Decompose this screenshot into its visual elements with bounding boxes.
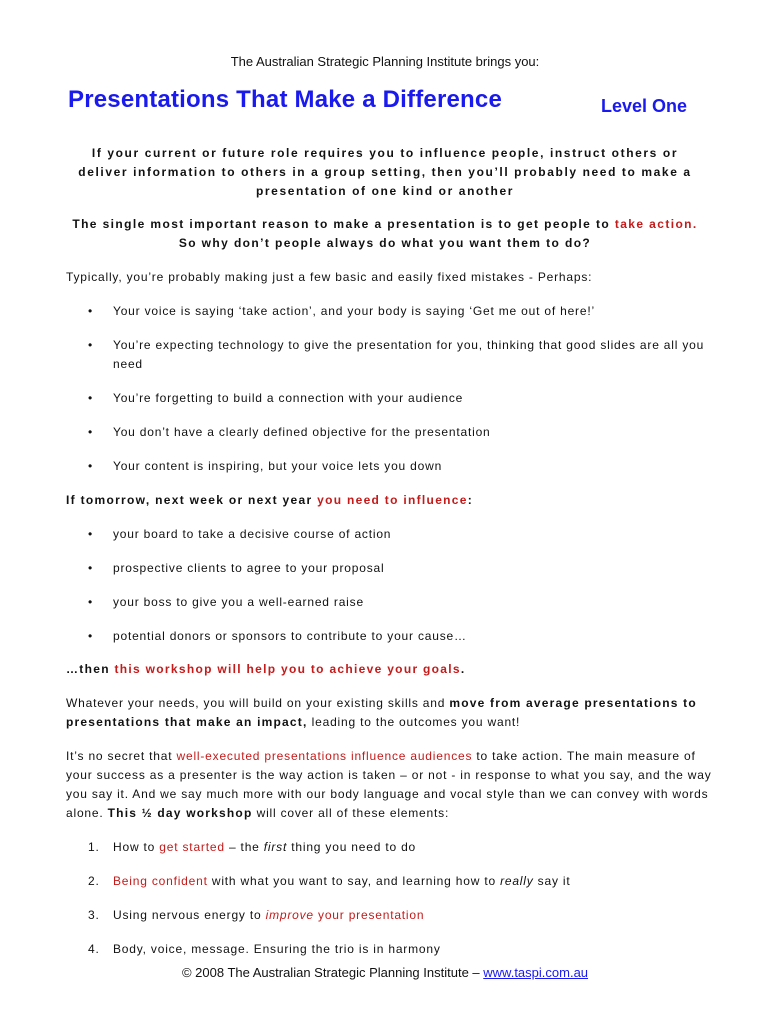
level-label: Level One (601, 96, 688, 116)
influence-heading (66, 491, 716, 510)
list-item-text: You don’t have a clearly defined objective for the presentation (113, 425, 491, 439)
influence-text: If tomorrow, next week or next year (66, 493, 318, 507)
secret-end: will cover all of these elements: (252, 806, 450, 820)
workshop-goal-line (66, 660, 716, 679)
list-number: 3. (88, 908, 100, 922)
secret-highlight: well-executed presentations influence audiences (176, 749, 473, 763)
whatever-paragraph (66, 694, 716, 732)
bullet-icon: • (88, 595, 94, 609)
secret-text: It’s no secret that (66, 749, 177, 763)
key-reason-paragraph (70, 215, 700, 253)
list-item-text: You’re forgetting to build a connection with your audience (113, 391, 464, 405)
bullet-icon: • (88, 425, 94, 439)
list-item-text: Being confident with what you want to say, and learning how to really say it (113, 874, 571, 888)
take-action-highlight: take action. (614, 217, 698, 231)
workshop-duration: This ½ day workshop (107, 806, 253, 820)
then-period: . (460, 662, 466, 676)
list-item-text: prospective clients to agree to your proposal (113, 561, 385, 575)
copyright-text: © 2008 The Australian Strategic Planning Institute – (181, 965, 484, 980)
list-item-text: potential donors or sponsors to contribute to your cause… (113, 629, 467, 643)
list-item-text: your board to take a decisive course of action (113, 527, 392, 541)
mistakes-intro: Typically, you’re probably making just a few basic and easily fixed mistakes - Perhaps: (66, 270, 593, 284)
whatever-text: Whatever your needs, you will build on your existing skills and (66, 696, 450, 710)
title-row (68, 86, 718, 126)
website-link[interactable]: www.taspi.com.au (483, 965, 589, 980)
list-number: 4. (88, 942, 100, 956)
influence-highlight: you need to influence (317, 493, 468, 507)
list-item-text: Using nervous energy to improve your presentation (113, 908, 425, 922)
bullet-icon: • (88, 459, 94, 473)
bullet-icon: • (88, 527, 94, 541)
secret-body: to take action. The main measure of your success as a presenter is the way action is taken – or not - in response to what you say, and the way you say it. And we say much more with our body language and vocal style than we can convey with words alone. (66, 749, 712, 820)
list-item-text: Your voice is saying ‘take action’, and your body is saying ‘Get me out of here!’ (113, 304, 595, 318)
list-item-text: How to get started – the first thing you need to do (113, 840, 417, 854)
footer (0, 965, 770, 980)
then-text: …then (66, 662, 115, 676)
secret-paragraph (66, 747, 716, 823)
page-title: Presentations That Make a Difference (68, 86, 503, 113)
bullet-icon: • (88, 304, 94, 318)
whatever-bold: move from average presentations to presentations that make an impact, (66, 696, 697, 729)
whatever-end: leading to the outcomes you want! (307, 715, 521, 729)
intro-paragraph: If your current or future role requires you to influence people, instruct others or deliver information to others in a group setting, then you’ll probably need to make a presentation of one kind or another (78, 146, 692, 198)
workshop-highlight: this workshop will help you to achieve your goals (114, 662, 461, 676)
bullet-icon: • (88, 561, 94, 575)
intro-line: The Australian Strategic Planning Institute brings you: (230, 54, 540, 69)
bullet-icon: • (88, 629, 94, 643)
list-item-text: your boss to give you a well-earned raise (113, 595, 364, 609)
bullet-icon: • (88, 391, 94, 405)
list-item-text: Your content is inspiring, but your voice lets you down (113, 459, 443, 473)
list-number: 1. (88, 840, 100, 854)
list-item-text: Body, voice, message. Ensuring the trio is in harmony (113, 942, 441, 956)
key-reason-text: The single most important reason to make a presentation is to get people to (72, 217, 615, 231)
list-item-text: You’re expecting technology to give the presentation for you, thinking that good slides are all you need (113, 338, 705, 371)
list-number: 2. (88, 874, 100, 888)
bullet-icon: • (88, 338, 94, 352)
key-reason-question: So why don’t people always do what you want them to do? (178, 236, 592, 250)
influence-colon: : (467, 493, 474, 507)
